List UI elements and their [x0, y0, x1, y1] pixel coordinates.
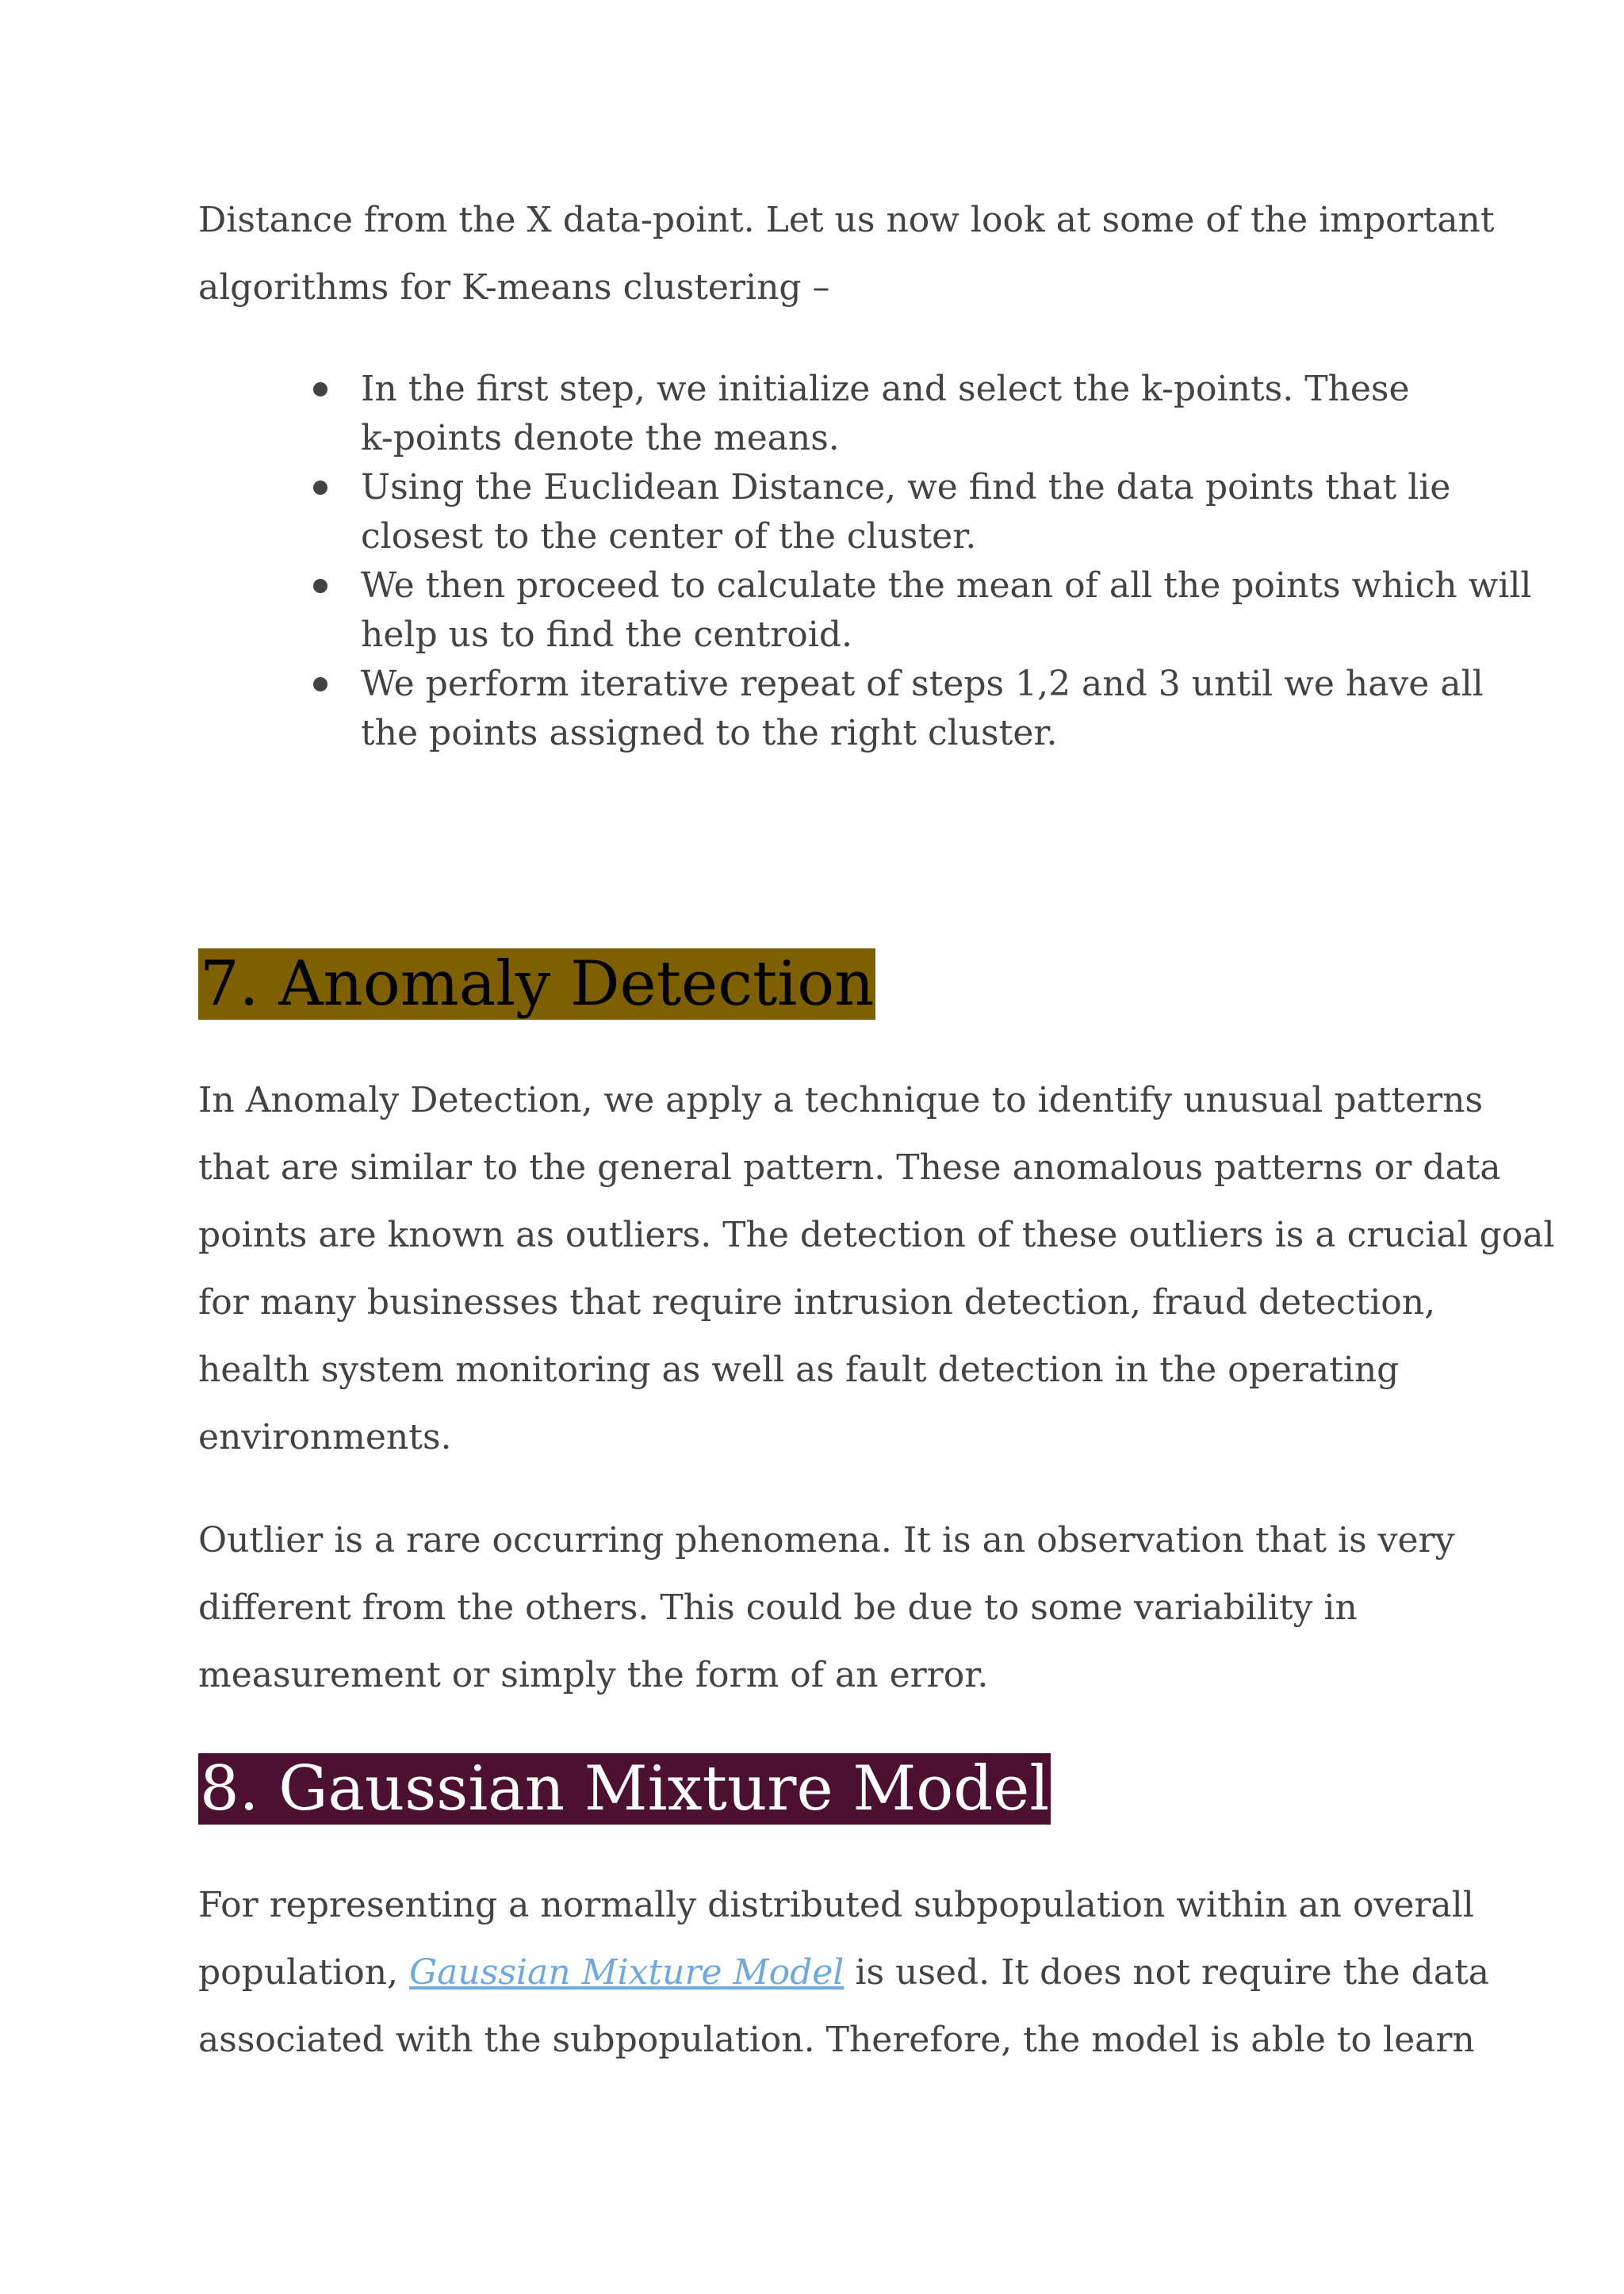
text-line: Using the Euclidean Distance, we find the data points that lie	[361, 467, 1451, 507]
text-line: points are known as outliers. The detection of these outliers is a crucial goal	[198, 1215, 1555, 1255]
heading-text: 7. Anomaly Detection	[200, 948, 875, 1020]
text-line: closest to the center of the cluster.	[361, 516, 977, 557]
anomaly-paragraph-1	[198, 1067, 1555, 1471]
text-line: Distance from the X data-point. Let us now look at some of the important	[198, 200, 1495, 240]
text-line: that are similar to the general pattern. These anomalous patterns or data	[198, 1147, 1501, 1188]
kmeans-steps-list	[198, 365, 1531, 758]
section-heading-anomaly-detection	[198, 948, 875, 1021]
text-line	[198, 1939, 1489, 2006]
text-line: k-points denote the means.	[361, 418, 840, 458]
text-line: different from the others. This could be due to some variability in	[198, 1587, 1358, 1628]
list-item	[198, 660, 1531, 758]
text-fragment: population,	[198, 1952, 410, 1993]
bullet-icon	[313, 579, 327, 593]
section-heading-gaussian-mixture-model	[198, 1752, 1051, 1825]
text-line: In Anomaly Detection, we apply a technique to identify unusual patterns	[198, 1080, 1484, 1120]
text-line: For representing a normally distributed subpopulation within an overall	[198, 1885, 1474, 1925]
text-line: Outlier is a rare occurring phenomena. It is an observation that is very	[198, 1520, 1455, 1561]
gmm-paragraph	[198, 1871, 1489, 2074]
bullet-icon	[313, 677, 327, 691]
list-item	[198, 365, 1531, 463]
text-line: associated with the subpopulation. Therefore, the model is able to learn	[198, 2020, 1475, 2060]
text-line: the points assigned to the right cluster.	[361, 713, 1058, 753]
text-line: We perform iterative repeat of steps 1,2 and 3 until we have all	[361, 664, 1484, 704]
text-line: help us to find the centroid.	[361, 615, 852, 655]
list-item	[198, 463, 1531, 561]
bullet-icon	[313, 481, 327, 495]
text-line: measurement or simply the form of an error.	[198, 1655, 989, 1695]
text-line: environments.	[198, 1417, 452, 1457]
text-line: In the first step, we initialize and select the k-points. These	[361, 369, 1410, 409]
text-fragment: is used. It does not require the data	[844, 1952, 1489, 1993]
text-line: We then proceed to calculate the mean of all the points which will	[361, 565, 1532, 606]
heading-text: 8. Gaussian Mixture Model	[200, 1753, 1050, 1825]
bullet-icon	[313, 382, 327, 396]
text-line: for many businesses that require intrusion detection, fraud detection,	[198, 1282, 1436, 1323]
gaussian-mixture-model-link[interactable]: Gaussian Mixture Model	[409, 1952, 845, 1993]
text-line: health system monitoring as well as fault detection in the operating	[198, 1350, 1400, 1390]
list-item	[198, 561, 1531, 660]
anomaly-paragraph-2	[198, 1507, 1467, 1709]
intro-paragraph	[198, 186, 1495, 321]
text-line: algorithms for K-means clustering –	[198, 267, 830, 308]
